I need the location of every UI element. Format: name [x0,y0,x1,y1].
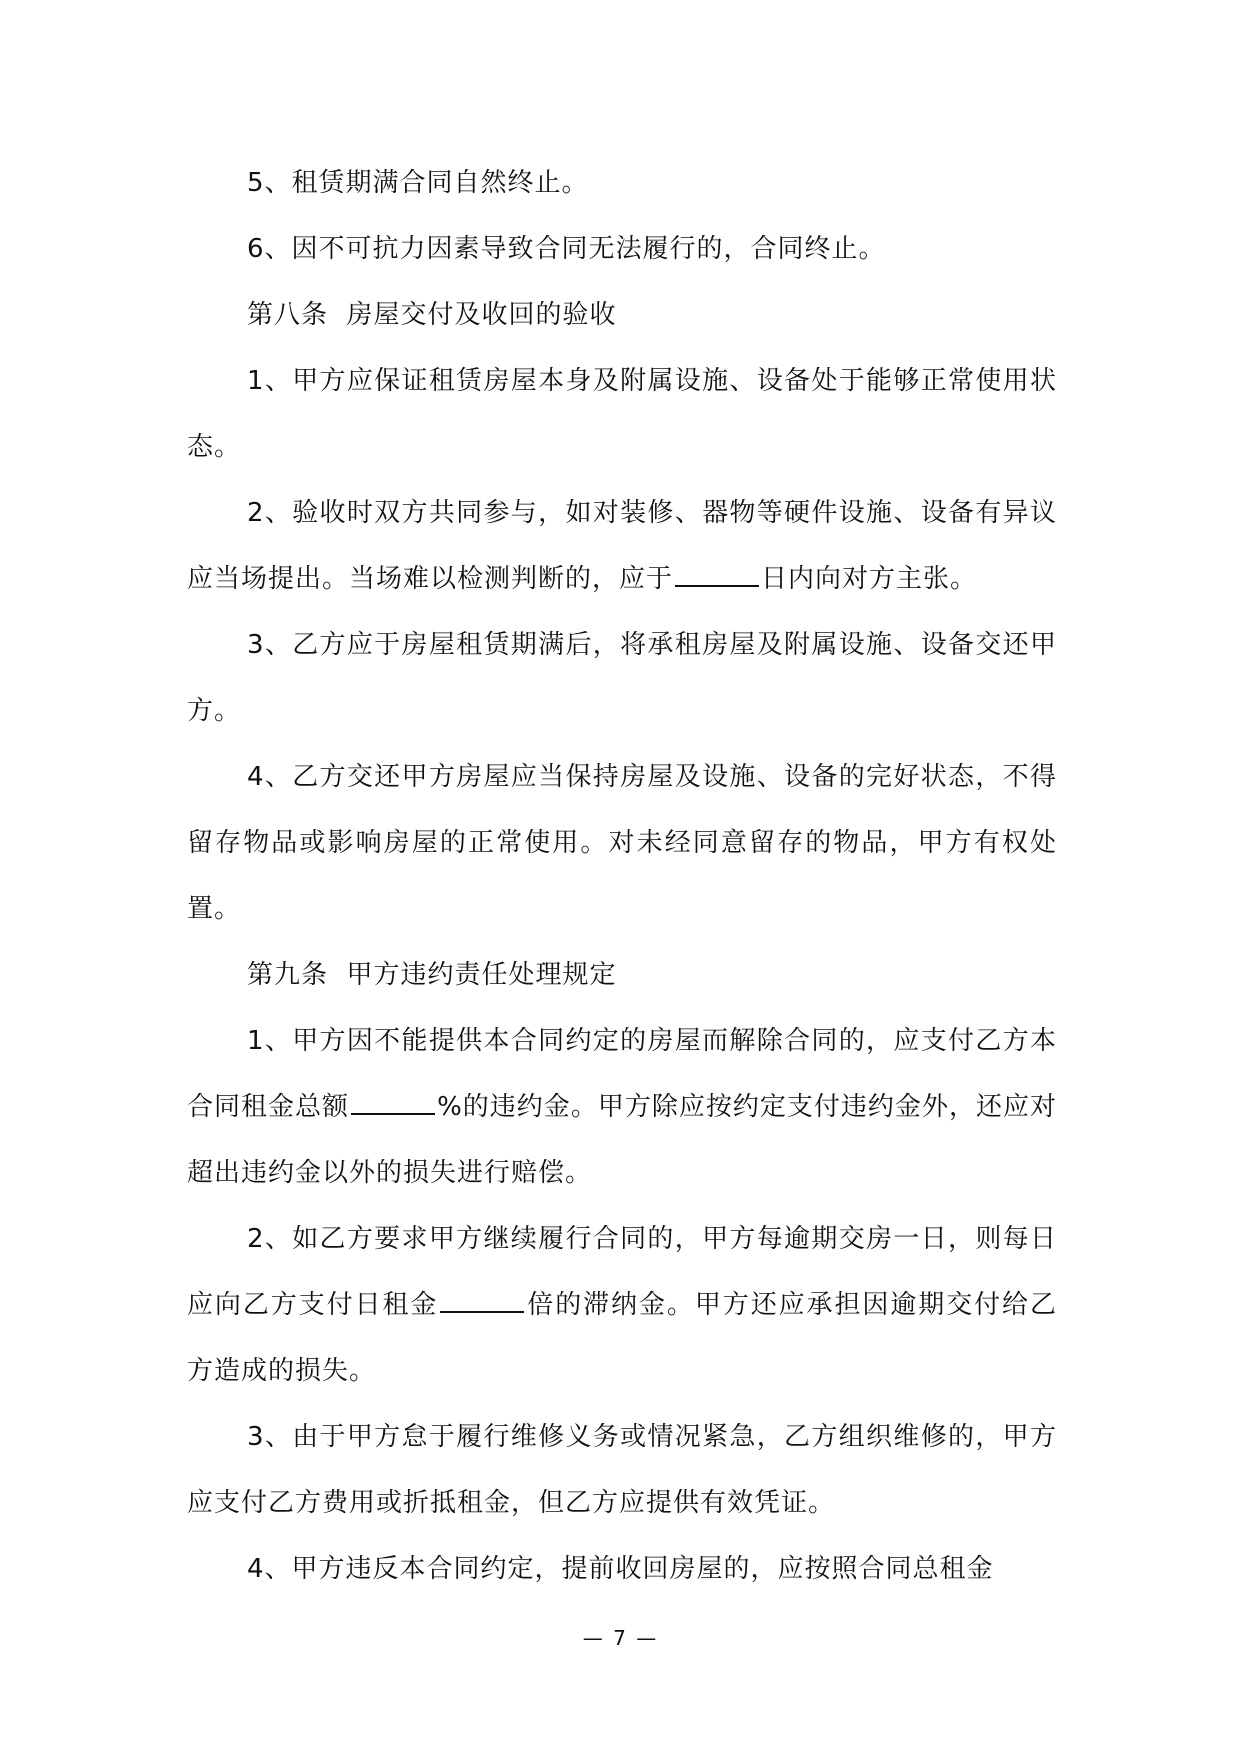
article-9-item-3 [187,1404,1057,1536]
heading-text: 第八条 房屋交付及收回的验收 [247,300,617,330]
fill-in-blank [440,1287,524,1313]
article-8-item-2 [187,480,1057,612]
article-8-item-1 [187,348,1057,480]
article-9-heading [187,942,1057,1008]
paragraph-text: 2、验收时双方共同参与，如对装修、器物等硬件设施、设备有异议应当场提出。当场难以检测判断的，应于 [187,498,1057,594]
paragraph-text: 2、如乙方要求甲方继续履行合同的，甲方每逾期交房一日，则每日应向乙方支付日租金 [187,1224,1057,1320]
paragraph-text: 1、甲方应保证租赁房屋本身及附属设施、设备处于能够正常使用状态。 [187,366,1057,462]
paragraph-text: %的违约金。甲方除应按约定支付违约金外，还应对超出违约金以外的损失进行赔偿。 [187,1092,1057,1188]
page-number: — 7 — [582,1626,659,1650]
article-9-item-1 [187,1008,1057,1206]
clause-item-6 [187,216,1057,282]
article-8-item-3 [187,612,1057,744]
fill-in-blank [351,1089,435,1115]
article-8-item-4 [187,744,1057,942]
article-9-item-2 [187,1206,1057,1404]
article-9-item-4 [187,1536,1057,1602]
paragraph-text: 4、甲方违反本合同约定，提前收回房屋的，应按照合同总租金 [247,1554,994,1584]
paragraph-text: 3、乙方应于房屋租赁期满后，将承租房屋及附属设施、设备交还甲方。 [187,630,1057,726]
fill-in-blank [675,561,759,587]
paragraph-text: 5、租赁期满合同自然终止。 [247,168,589,198]
paragraph-text: 1、甲方因不能提供本合同约定的房屋而解除合同的，应支付乙方本合同租金总额 [187,1026,1057,1122]
paragraph-text: 倍的滞纳金。甲方还应承担因逾期交付给乙方造成的损失。 [187,1290,1057,1386]
article-8-heading [187,282,1057,348]
clause-item-5 [187,150,1057,216]
paragraph-text: 4、乙方交还甲方房屋应当保持房屋及设施、设备的完好状态，不得留存物品或影响房屋的正常使用。对未经同意留存的物品，甲方有权处置。 [187,762,1057,924]
heading-text: 第九条 甲方违约责任处理规定 [247,960,617,990]
document-body [187,150,1057,1602]
paragraph-text: 日内向对方主张。 [761,564,978,594]
paragraph-text: 3、由于甲方怠于履行维修义务或情况紧急，乙方组织维修的，甲方应支付乙方费用或折抵租金，但乙方应提供有效凭证。 [187,1422,1057,1518]
paragraph-text: 6、因不可抗力因素导致合同无法履行的，合同终止。 [247,234,886,264]
